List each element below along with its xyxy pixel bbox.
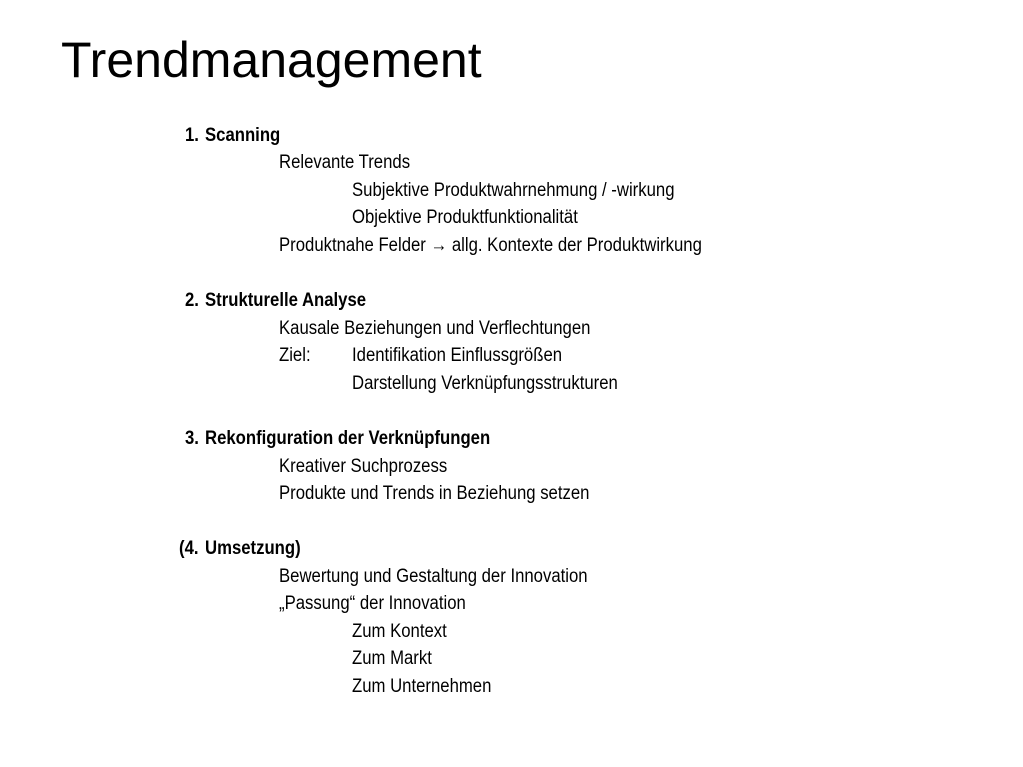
section-4-subitem: Zum Markt xyxy=(352,648,432,669)
section-1-number: 1. xyxy=(185,125,199,146)
section-4-heading: Umsetzung) xyxy=(205,538,301,559)
section-4-item: Bewertung und Gestaltung der Innovation xyxy=(279,566,588,587)
section-2-subitem: Identifikation Einflussgrößen xyxy=(352,345,563,366)
section-4-subitem: Zum Kontext xyxy=(352,621,447,642)
section-1-subitem: Subjektive Produktwahrnehmung / -wirkung xyxy=(352,180,675,201)
section-2-heading: Strukturelle Analyse xyxy=(205,290,367,311)
section-2-subitem: Darstellung Verknüpfungsstrukturen xyxy=(352,373,618,394)
section-3-number: 3. xyxy=(185,428,199,449)
slide-title: Trendmanagement xyxy=(61,32,482,88)
section-1-heading: Scanning xyxy=(205,125,281,146)
section-2-number: 2. xyxy=(185,290,199,311)
section-1-subitem: Objektive Produktfunktionalität xyxy=(352,207,578,228)
section-4-subitem: Zum Unternehmen xyxy=(352,676,492,697)
section-1-item: Relevante Trends xyxy=(279,152,411,173)
section-2-item: Kausale Beziehungen und Verflechtungen xyxy=(279,318,591,339)
section-4-number: (4. xyxy=(179,538,199,559)
section-3-heading: Rekonfiguration der Verknüpfungen xyxy=(205,428,491,449)
section-1-item: Produktnahe Felder → allg. Kontexte der Produktwirkung xyxy=(279,235,702,256)
section-3-item: Kreativer Suchprozess xyxy=(279,456,448,477)
section-3-item: Produkte und Trends in Beziehung setzen xyxy=(279,483,590,504)
section-4-item: „Passung“ der Innovation xyxy=(279,593,466,614)
section-2-goal-label: Ziel: xyxy=(279,345,311,366)
